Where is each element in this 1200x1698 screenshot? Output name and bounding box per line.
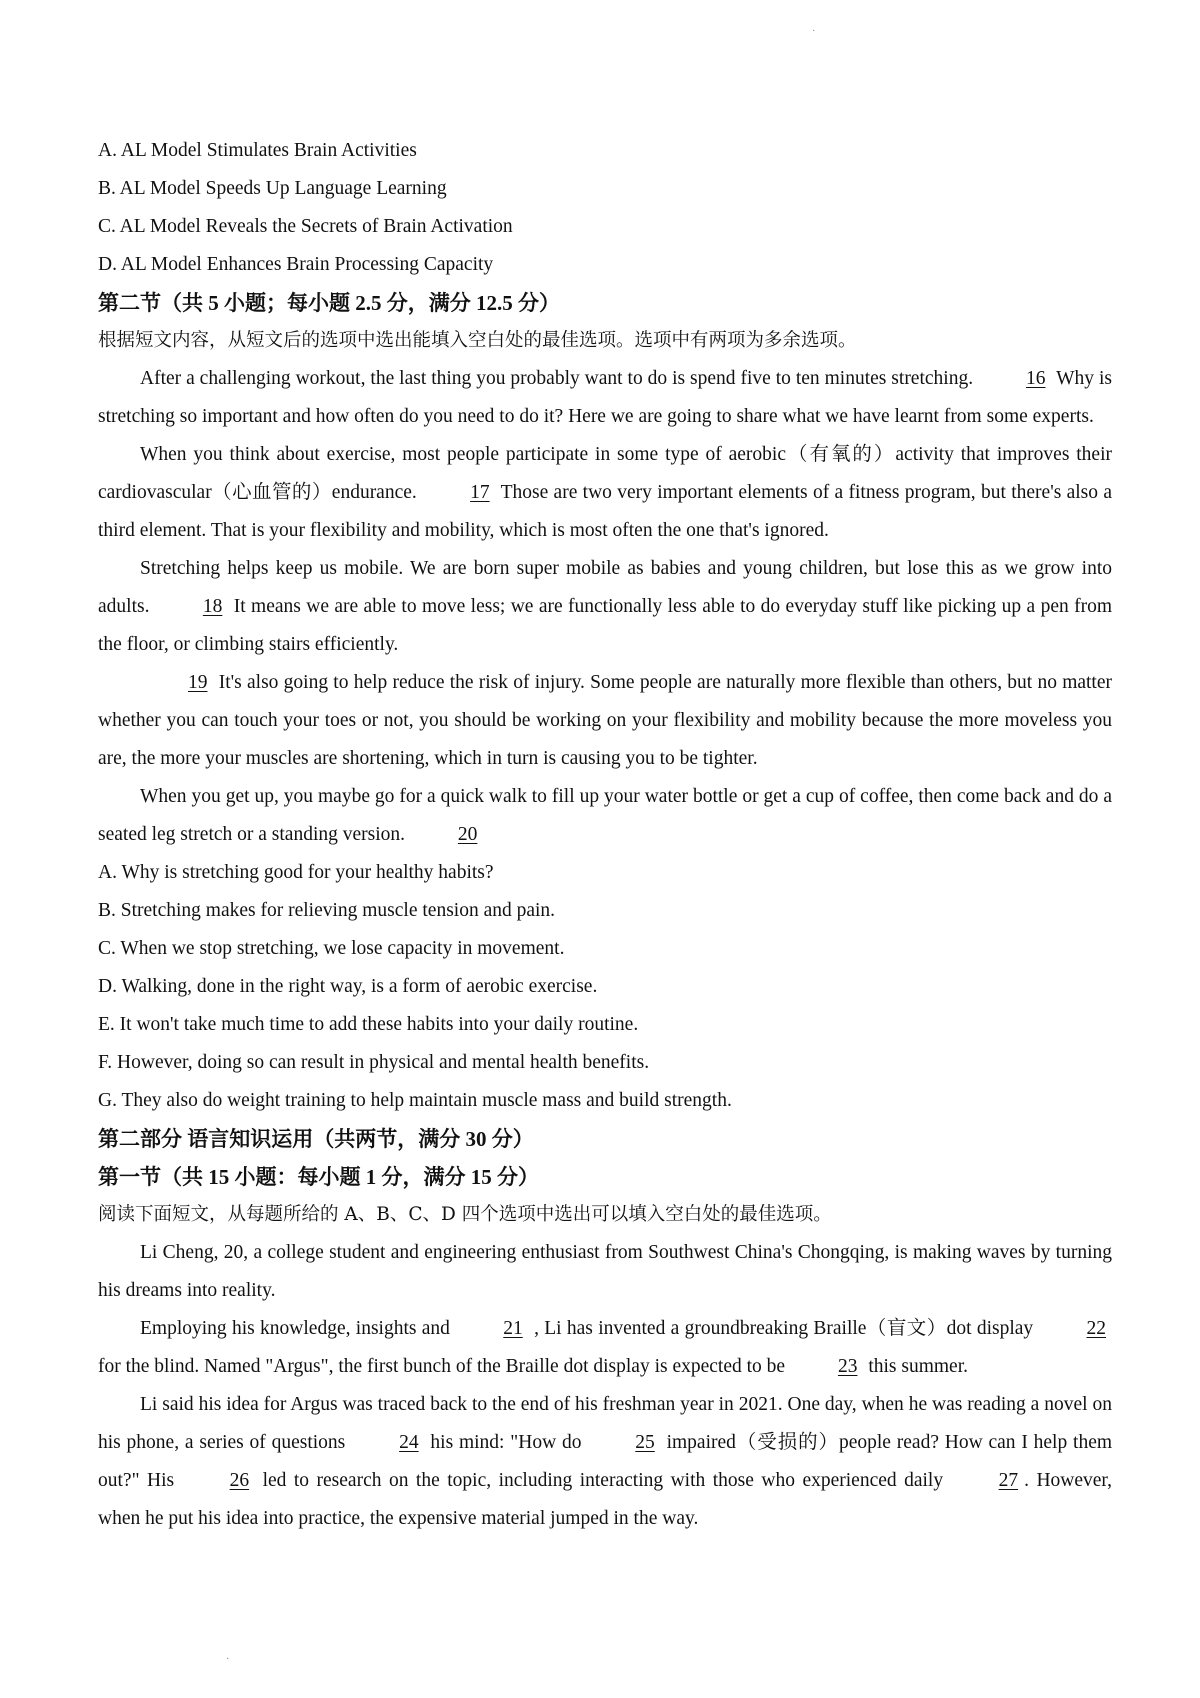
text: this summer. xyxy=(868,1356,968,1377)
passage-paragraph-5 xyxy=(98,778,1112,854)
text: Employing his knowledge, insights and xyxy=(140,1318,450,1339)
passage-paragraph-4 xyxy=(98,664,1112,778)
text: . However, when he put his idea into practice, the expensive material jumped in the way. xyxy=(98,1470,1113,1529)
text: It means we are able to move less; we are functionally less able to do everyday stuff like picking up a pen from the floor, or climbing stairs efficiently. xyxy=(98,596,1113,655)
blank-23[interactable]: 23 xyxy=(837,1356,858,1377)
option-d-title: D. AL Model Enhances Brain Processing Capacity xyxy=(98,254,494,275)
text: for the blind. Named "Argus", the first bunch of the Braille dot display is expected to be xyxy=(98,1356,786,1377)
option-g: G. They also do weight training to help maintain muscle mass and build strength. xyxy=(98,1090,732,1111)
blank-25[interactable]: 25 xyxy=(635,1432,655,1453)
option-e: E. It won't take much time to add these habits into your daily routine. xyxy=(98,1014,639,1035)
text: led to research on the topic, including interacting with those who experienced daily xyxy=(262,1470,944,1491)
text: After a challenging workout, the last thing you probably want to do is spend five to ten minutes stretching. xyxy=(140,368,974,389)
option-c: C. When we stop stretching, we lose capacity in movement. xyxy=(98,938,565,959)
passage-paragraph-1 xyxy=(98,360,1112,436)
text: his mind: "How do xyxy=(430,1432,582,1453)
text: When you get up, you maybe go for a quick walk to fill up your water bottle or get a cup of coffee, then come back and do a seated leg stretch or a standing version. xyxy=(98,786,1112,845)
text: Those are two very important elements of a fitness program, but there's also a third element. That is your flexibility and mobility, which is most often the one that's ignored. xyxy=(98,482,1112,541)
text: , Li has invented a groundbreaking Braille（盲文）dot display xyxy=(534,1318,1034,1339)
blank-18[interactable]: 18 xyxy=(202,596,223,617)
text: Why is stretching so important and how often do you need to do it? Here we are going to share what we have learnt from some experts. xyxy=(98,368,1112,427)
passage-paragraph-3 xyxy=(98,550,1112,664)
option-b-title: B. AL Model Speeds Up Language Learning xyxy=(98,178,447,199)
text: Li said his idea for Argus was traced back to the end of his freshman year in 2021. One day, when he was reading a novel on his phone, a series of questions xyxy=(98,1394,1112,1453)
option-a-title: A. AL Model Stimulates Brain Activities xyxy=(98,140,417,161)
blank-27[interactable]: 27 xyxy=(998,1470,1019,1491)
passage-paragraph-2 xyxy=(98,436,1112,550)
part2-heading: 第二部分 语言知识运用（共两节，满分 30 分） xyxy=(98,1127,534,1151)
section2-instruction: 根据短文内容，从短文后的选项中选出能填入空白处的最佳选项。选项中有两项为多余选项。 xyxy=(98,330,857,351)
blank-21[interactable]: 21 xyxy=(503,1318,523,1339)
part2-instruction: 阅读下面短文，从每题所给的 A、B、C、D 四个选项中选出可以填入空白处的最佳选项。 xyxy=(98,1204,832,1225)
exam-page xyxy=(98,132,1112,1538)
option-a: A. Why is stretching good for your healthy habits? xyxy=(98,862,494,883)
section2-heading: 第二节（共 5 小题；每小题 2.5 分，满分 12.5 分） xyxy=(98,291,560,315)
blank-17[interactable]: 17 xyxy=(470,482,490,503)
blank-24[interactable]: 24 xyxy=(399,1432,419,1453)
part1-options xyxy=(98,132,1112,284)
cloze-paragraph-2 xyxy=(98,1310,1112,1386)
blank-16[interactable]: 16 xyxy=(1026,368,1046,389)
part2-section1-heading: 第一节（共 15 小题：每小题 1 分，满分 15 分） xyxy=(98,1165,539,1189)
blank-19[interactable]: 19 xyxy=(188,672,208,693)
text: impaired（受损的）people read? How can I help them out?" His xyxy=(98,1432,1113,1491)
text: When you think about exercise, most people participate in some type of aerobic（有氧的）activity that improves their cardiovascular（心血管的）endurance. xyxy=(98,444,1112,503)
blank-20[interactable]: 20 xyxy=(457,824,478,845)
cloze-paragraph-3 xyxy=(98,1386,1112,1538)
option-f: F. However, doing so can result in physical and mental health benefits. xyxy=(98,1052,650,1073)
blank-22[interactable]: 22 xyxy=(1086,1318,1106,1339)
option-c-title: C. AL Model Reveals the Secrets of Brain Activation xyxy=(98,216,513,237)
scan-dot: · xyxy=(226,1654,230,1665)
blank-26[interactable]: 26 xyxy=(229,1470,250,1491)
option-b: B. Stretching makes for relieving muscle tension and pain. xyxy=(98,900,556,921)
text: It's also going to help reduce the risk of injury. Some people are naturally more flexible than others, but no matter whether you can touch your toes or not, you should be working on your flexibility and mobility because the more moveless you are, the more your muscles are shortening, which in turn is causing you to be tighter. xyxy=(98,672,1112,769)
option-d: D. Walking, done in the right way, is a form of aerobic exercise. xyxy=(98,976,598,997)
text: Stretching helps keep us mobile. We are born super mobile as babies and young children, but lose this as we grow into adults. xyxy=(98,558,1112,617)
section2-options xyxy=(98,854,1112,1120)
scan-dot: · xyxy=(812,26,816,37)
cloze-paragraph-1: Li Cheng, 20, a college student and engineering enthusiast from Southwest China's Chongqing, is making waves by turning his dreams into reality. xyxy=(98,1242,1112,1301)
